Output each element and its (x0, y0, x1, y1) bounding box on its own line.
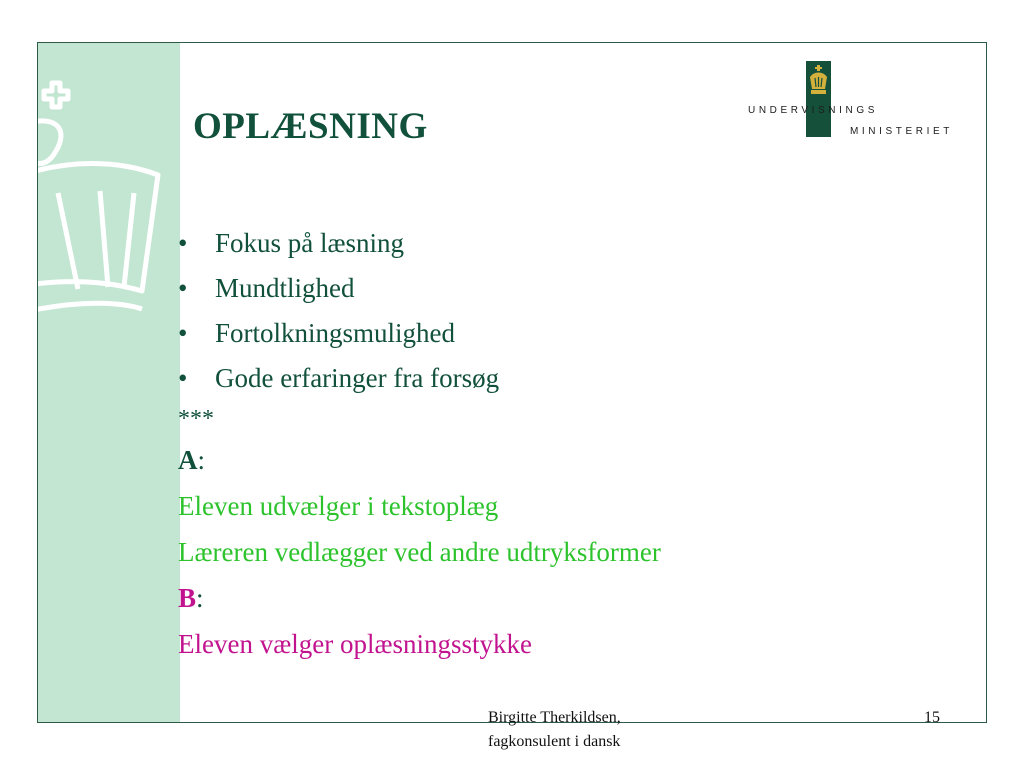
section-b-heading (178, 575, 938, 621)
side-band (38, 43, 180, 722)
footer-author (488, 706, 688, 754)
separator: *** (178, 406, 214, 432)
bullet-marker: • (178, 318, 188, 348)
bullet-text: Gode erfaringer fra forsøg (215, 363, 500, 393)
section-a-label: A (178, 445, 198, 475)
bullet-item (178, 356, 938, 401)
slide-content (178, 221, 938, 667)
bullet-item (178, 221, 938, 266)
section-b-label: B (178, 583, 197, 613)
bullet-text: Fortolkningsmulighed (215, 318, 456, 348)
bullet-text: Mundtlighed (215, 273, 355, 303)
section-a-line: Eleven udvælger i tekstoplæg (178, 491, 499, 521)
page-number: 15 (924, 709, 940, 726)
section-b-colon: : (196, 583, 204, 613)
slide-title: OPLÆSNING (193, 106, 428, 147)
section-a-heading (178, 437, 938, 483)
crown-icon (808, 65, 829, 97)
bullet-marker: • (178, 363, 188, 393)
footer-author-role: fagkonsulent i dansk (488, 733, 621, 750)
bullet-list (178, 221, 938, 401)
section-a-colon: : (197, 445, 206, 475)
crest-block (806, 61, 831, 137)
bullet-marker: • (178, 228, 188, 258)
ministry-logo (748, 61, 978, 141)
bullet-text: Fokus på læsning (215, 228, 405, 258)
bullet-item (178, 266, 938, 311)
slide (37, 42, 987, 723)
section-b-line: Eleven vælger oplæsningsstykke (178, 629, 532, 659)
logo-line-ministeriet: MINISTERIET (850, 126, 953, 137)
footer-author-name: Birgitte Therkildsen, (488, 709, 621, 726)
bullet-item (178, 311, 938, 356)
crown-watermark-icon (38, 43, 180, 723)
bullet-marker: • (178, 273, 188, 303)
section-a-line: Læreren vedlægger ved andre udtryksformer (178, 537, 661, 567)
logo-line-undervisnings: UNDERVISNINGS (748, 105, 878, 116)
